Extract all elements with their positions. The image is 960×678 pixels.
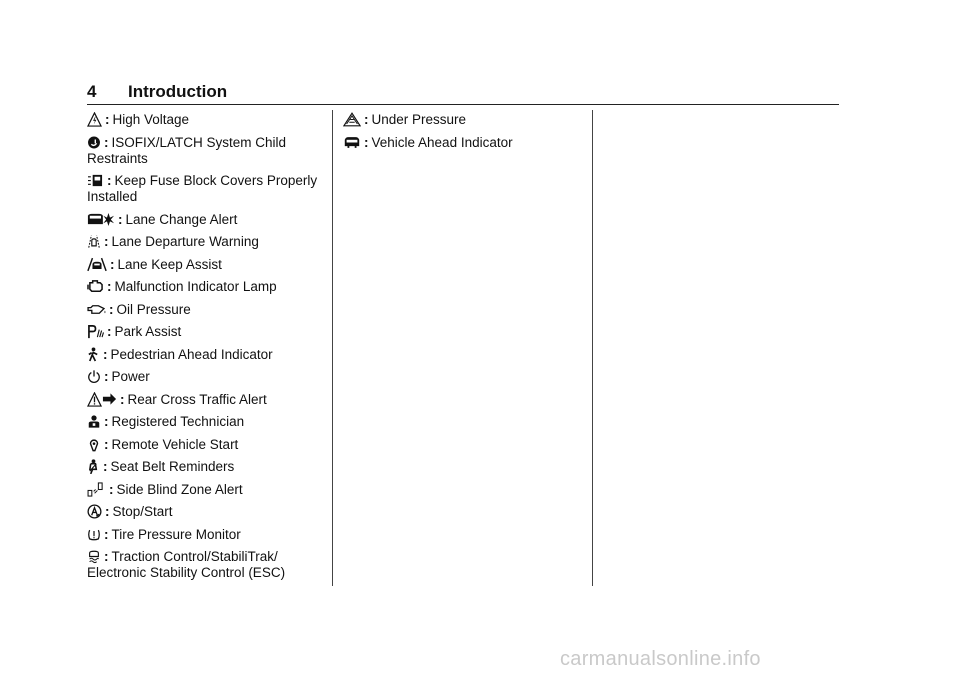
side-blind-zone-alert-icon xyxy=(87,482,106,497)
separator-colon: : xyxy=(105,504,110,519)
separator-colon: : xyxy=(107,324,112,339)
symbol-entry xyxy=(343,112,583,128)
separator-colon: : xyxy=(104,134,109,150)
symbol-label: Lane Keep Assist xyxy=(117,256,222,272)
vehicle-ahead-indicator-icon xyxy=(343,135,361,150)
symbol-label: Seat Belt Reminders xyxy=(110,459,235,474)
symbol-entry xyxy=(87,135,319,167)
symbol-label: Pedestrian Ahead Indicator xyxy=(110,346,273,362)
separator-colon: : xyxy=(120,391,125,407)
symbol-label: Oil Pressure xyxy=(116,301,191,317)
symbol-label: Side Blind Zone Alert xyxy=(116,481,243,497)
separator-colon: : xyxy=(104,369,109,384)
symbol-list-column-1 xyxy=(87,112,319,588)
symbol-entry xyxy=(87,549,319,581)
symbol-label: Tire Pressure Monitor xyxy=(111,526,241,542)
lane-keep-assist-icon xyxy=(87,257,107,272)
symbol-entry xyxy=(87,437,319,453)
symbol-entry xyxy=(87,347,319,363)
symbol-entry xyxy=(87,482,319,498)
separator-colon: : xyxy=(104,234,109,249)
separator-colon: : xyxy=(103,459,108,474)
separator-colon: : xyxy=(364,134,369,150)
symbol-entry xyxy=(87,414,319,430)
column-divider-right xyxy=(592,110,593,586)
symbol-label: Stop/Start xyxy=(112,504,173,519)
tire-pressure-monitor-icon xyxy=(87,527,101,542)
separator-colon: : xyxy=(110,256,115,272)
separator-colon: : xyxy=(107,173,112,188)
column-divider-left xyxy=(332,110,333,586)
symbol-label: Malfunction Indicator Lamp xyxy=(114,279,277,294)
symbol-label: Lane Departure Warning xyxy=(111,234,259,249)
symbol-entry xyxy=(87,173,319,205)
symbol-list-column-2 xyxy=(343,112,583,157)
registered-technician-icon xyxy=(87,414,101,429)
fuse-block-icon xyxy=(87,173,104,188)
symbol-label: Registered Technician xyxy=(111,414,245,429)
under-pressure-icon xyxy=(343,112,361,127)
symbol-label: Lane Change Alert xyxy=(125,211,238,227)
page-number: 4 xyxy=(87,82,97,101)
symbol-label: Keep Fuse Block Covers Properly Installed xyxy=(87,173,318,204)
symbol-label: ISOFIX/LATCH System Child Restraints xyxy=(87,134,287,166)
symbol-label: Vehicle Ahead Indicator xyxy=(371,134,513,150)
symbol-label: Rear Cross Traffic Alert xyxy=(127,391,267,407)
stop-start-icon xyxy=(87,504,102,519)
symbol-label: Under Pressure xyxy=(371,112,467,127)
power-icon xyxy=(87,369,101,384)
lane-departure-warning-icon xyxy=(87,234,101,249)
symbol-entry xyxy=(87,527,319,543)
symbol-entry xyxy=(87,392,319,408)
separator-colon: : xyxy=(105,112,110,127)
separator-colon: : xyxy=(104,549,109,564)
remote-vehicle-start-icon xyxy=(87,437,101,452)
watermark: carmanualsonline.info xyxy=(560,648,761,670)
high-voltage-icon xyxy=(87,112,102,127)
symbol-entry xyxy=(343,135,583,151)
seat-belt-reminder-icon xyxy=(87,459,100,474)
symbol-entry xyxy=(87,459,319,475)
symbol-label: Power xyxy=(111,369,150,384)
separator-colon: : xyxy=(364,112,369,127)
symbol-label: Traction Control/StabiliTrak/ Electronic Stability Control (ESC) xyxy=(87,549,286,580)
separator-colon: : xyxy=(104,436,109,452)
oil-pressure-icon xyxy=(87,302,106,317)
symbol-entry xyxy=(87,212,319,228)
separator-colon: : xyxy=(103,346,108,362)
symbol-entry xyxy=(87,324,319,340)
symbol-entry xyxy=(87,234,319,250)
symbol-entry xyxy=(87,112,319,128)
symbol-label: High Voltage xyxy=(112,112,190,127)
section-title: Introduction xyxy=(128,82,228,101)
isofix-latch-icon xyxy=(87,135,101,150)
traction-control-icon xyxy=(87,549,101,564)
separator-colon: : xyxy=(104,526,109,542)
separator-colon: : xyxy=(107,279,112,294)
symbol-entry xyxy=(87,504,319,520)
symbol-entry xyxy=(87,257,319,273)
malfunction-indicator-lamp-icon xyxy=(87,279,104,294)
lane-change-alert-icon xyxy=(87,212,115,227)
rear-cross-traffic-alert-icon xyxy=(87,392,117,407)
page-header xyxy=(87,82,839,105)
separator-colon: : xyxy=(118,211,123,227)
symbol-label: Remote Vehicle Start xyxy=(111,436,239,452)
separator-colon: : xyxy=(104,414,109,429)
symbol-entry xyxy=(87,279,319,295)
park-assist-icon xyxy=(87,324,104,339)
pedestrian-ahead-icon xyxy=(87,347,100,362)
symbol-label: Park Assist xyxy=(114,324,182,339)
separator-colon: : xyxy=(109,481,114,497)
separator-colon: : xyxy=(109,301,114,317)
symbol-entry xyxy=(87,369,319,385)
symbol-entry xyxy=(87,302,319,318)
